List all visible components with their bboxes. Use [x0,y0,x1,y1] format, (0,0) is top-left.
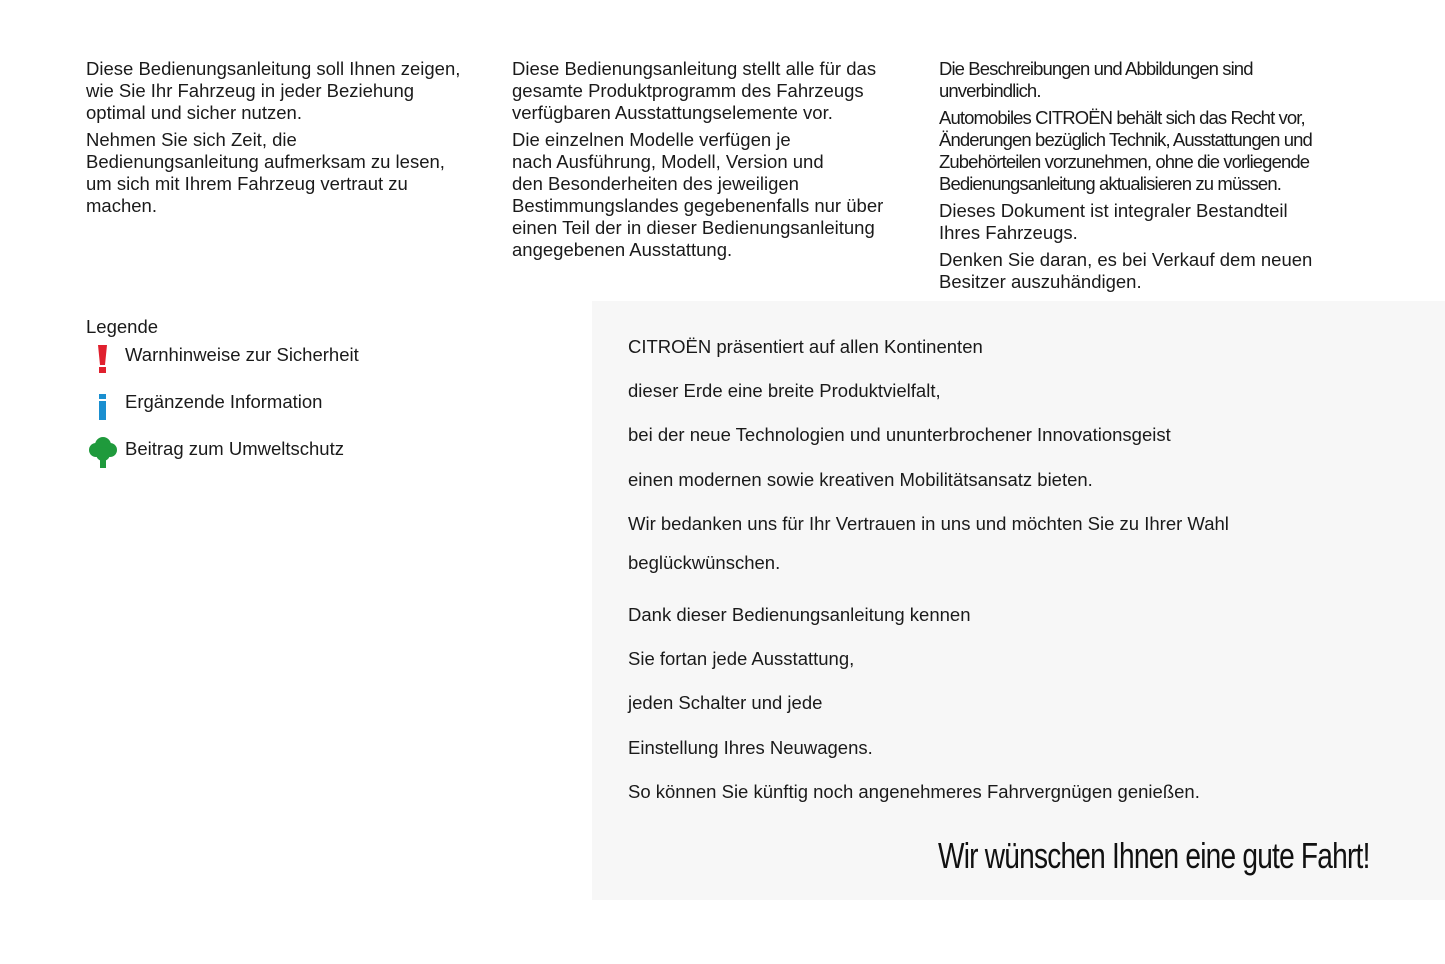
text-line: unverbindlich. [939,80,1041,101]
text-line: einen Teil der in dieser Bedienungsanleitung [512,217,875,238]
text-line: Bedienungsanleitung aktualisieren zu müssen. [939,173,1281,194]
panel-line: CITROËN präsentiert auf allen Kontinenten [628,336,983,357]
panel-line: einen modernen sowie kreativen Mobilitätsansatz bieten. [628,469,1093,490]
paragraph [939,58,1312,102]
panel-line: beglückwünschen. [628,552,781,573]
text-line: machen. [86,195,157,216]
paragraph [86,58,460,124]
paragraph [512,129,883,261]
legend-label: Beitrag zum Umweltschutz [125,438,344,459]
text-line: Die einzelnen Modelle verfügen je [512,129,791,150]
paragraph [939,107,1312,195]
legend [86,316,359,485]
text-line: um sich mit Ihrem Fahrzeug vertraut zu [86,173,408,194]
paragraph [939,249,1312,293]
text-line: Nehmen Sie sich Zeit, die [86,129,297,150]
text-line: Denken Sie daran, es bei Verkauf dem neuen [939,249,1313,270]
paragraph [512,58,883,124]
intro-column-3 [939,58,1312,298]
panel-line: So können Sie künftig noch angenehmeres Fahrvergnügen genießen. [628,781,1200,802]
text-line: Bedienungsanleitung aufmerksam zu lesen, [86,151,445,172]
text-line: optimal und sicher nutzen. [86,102,302,123]
text-line: Bestimmungslandes gegebenenfalls nur über [512,195,884,216]
paragraph [939,200,1312,244]
legend-item-info [86,391,323,438]
closing-slogan: Wir wünschen Ihnen eine gute Fahrt! [938,835,1370,876]
legend-label: Ergänzende Information [125,391,323,412]
text-line: verfügbaren Ausstattungselemente vor. [512,102,833,123]
panel-line: Sie fortan jede Ausstattung, [628,648,855,669]
text-line: Dieses Dokument ist integraler Bestandteil [939,200,1288,221]
paragraph [86,129,460,217]
legend-item-warning [86,344,359,391]
text-line: wie Sie Ihr Fahrzeug in jeder Beziehung [86,80,415,101]
legend-label: Warnhinweise zur Sicherheit [125,344,359,365]
panel-line: Dank dieser Bedienungsanleitung kennen [628,604,971,625]
info-icon [86,391,120,421]
text-line: Diese Bedienungsanleitung soll Ihnen zeigen, [86,58,461,79]
text-line: Ihres Fahrzeugs. [939,222,1078,243]
text-line: nach Ausführung, Modell, Version und [512,151,824,172]
intro-column-1 [86,58,460,222]
text-line: angegebenen Ausstattung. [512,239,733,260]
legend-item-environment [86,438,344,485]
panel-line: Einstellung Ihres Neuwagens. [628,737,873,758]
panel-line: Wir bedanken uns für Ihr Vertrauen in uns und möchten Sie zu Ihrer Wahl [628,513,1229,534]
panel-line: bei der neue Technologien und ununterbrochener Innovationsgeist [628,424,1171,445]
text-line: Automobiles CITROËN behält sich das Recht vor, [939,107,1305,128]
tree-icon [86,434,120,468]
panel-line: dieser Erde eine breite Produktvielfalt, [628,380,941,401]
intro-column-2 [512,58,883,266]
legend-title: Legende [86,316,159,337]
text-line: gesamte Produktprogramm des Fahrzeugs [512,80,864,101]
text-line: den Besonderheiten des jeweiligen [512,173,799,194]
text-line: Diese Bedienungsanleitung stellt alle für das [512,58,877,79]
text-line: Besitzer auszuhändigen. [939,271,1142,292]
text-line: Zubehörteilen vorzunehmen, ohne die vorliegende [939,151,1310,172]
exclamation-icon [86,344,120,374]
welcome-panel [592,301,1445,900]
text-line: Änderungen bezüglich Technik, Ausstattungen und [939,129,1312,150]
panel-line: jeden Schalter und jede [628,692,823,713]
text-line: Die Beschreibungen und Abbildungen sind [939,58,1253,79]
